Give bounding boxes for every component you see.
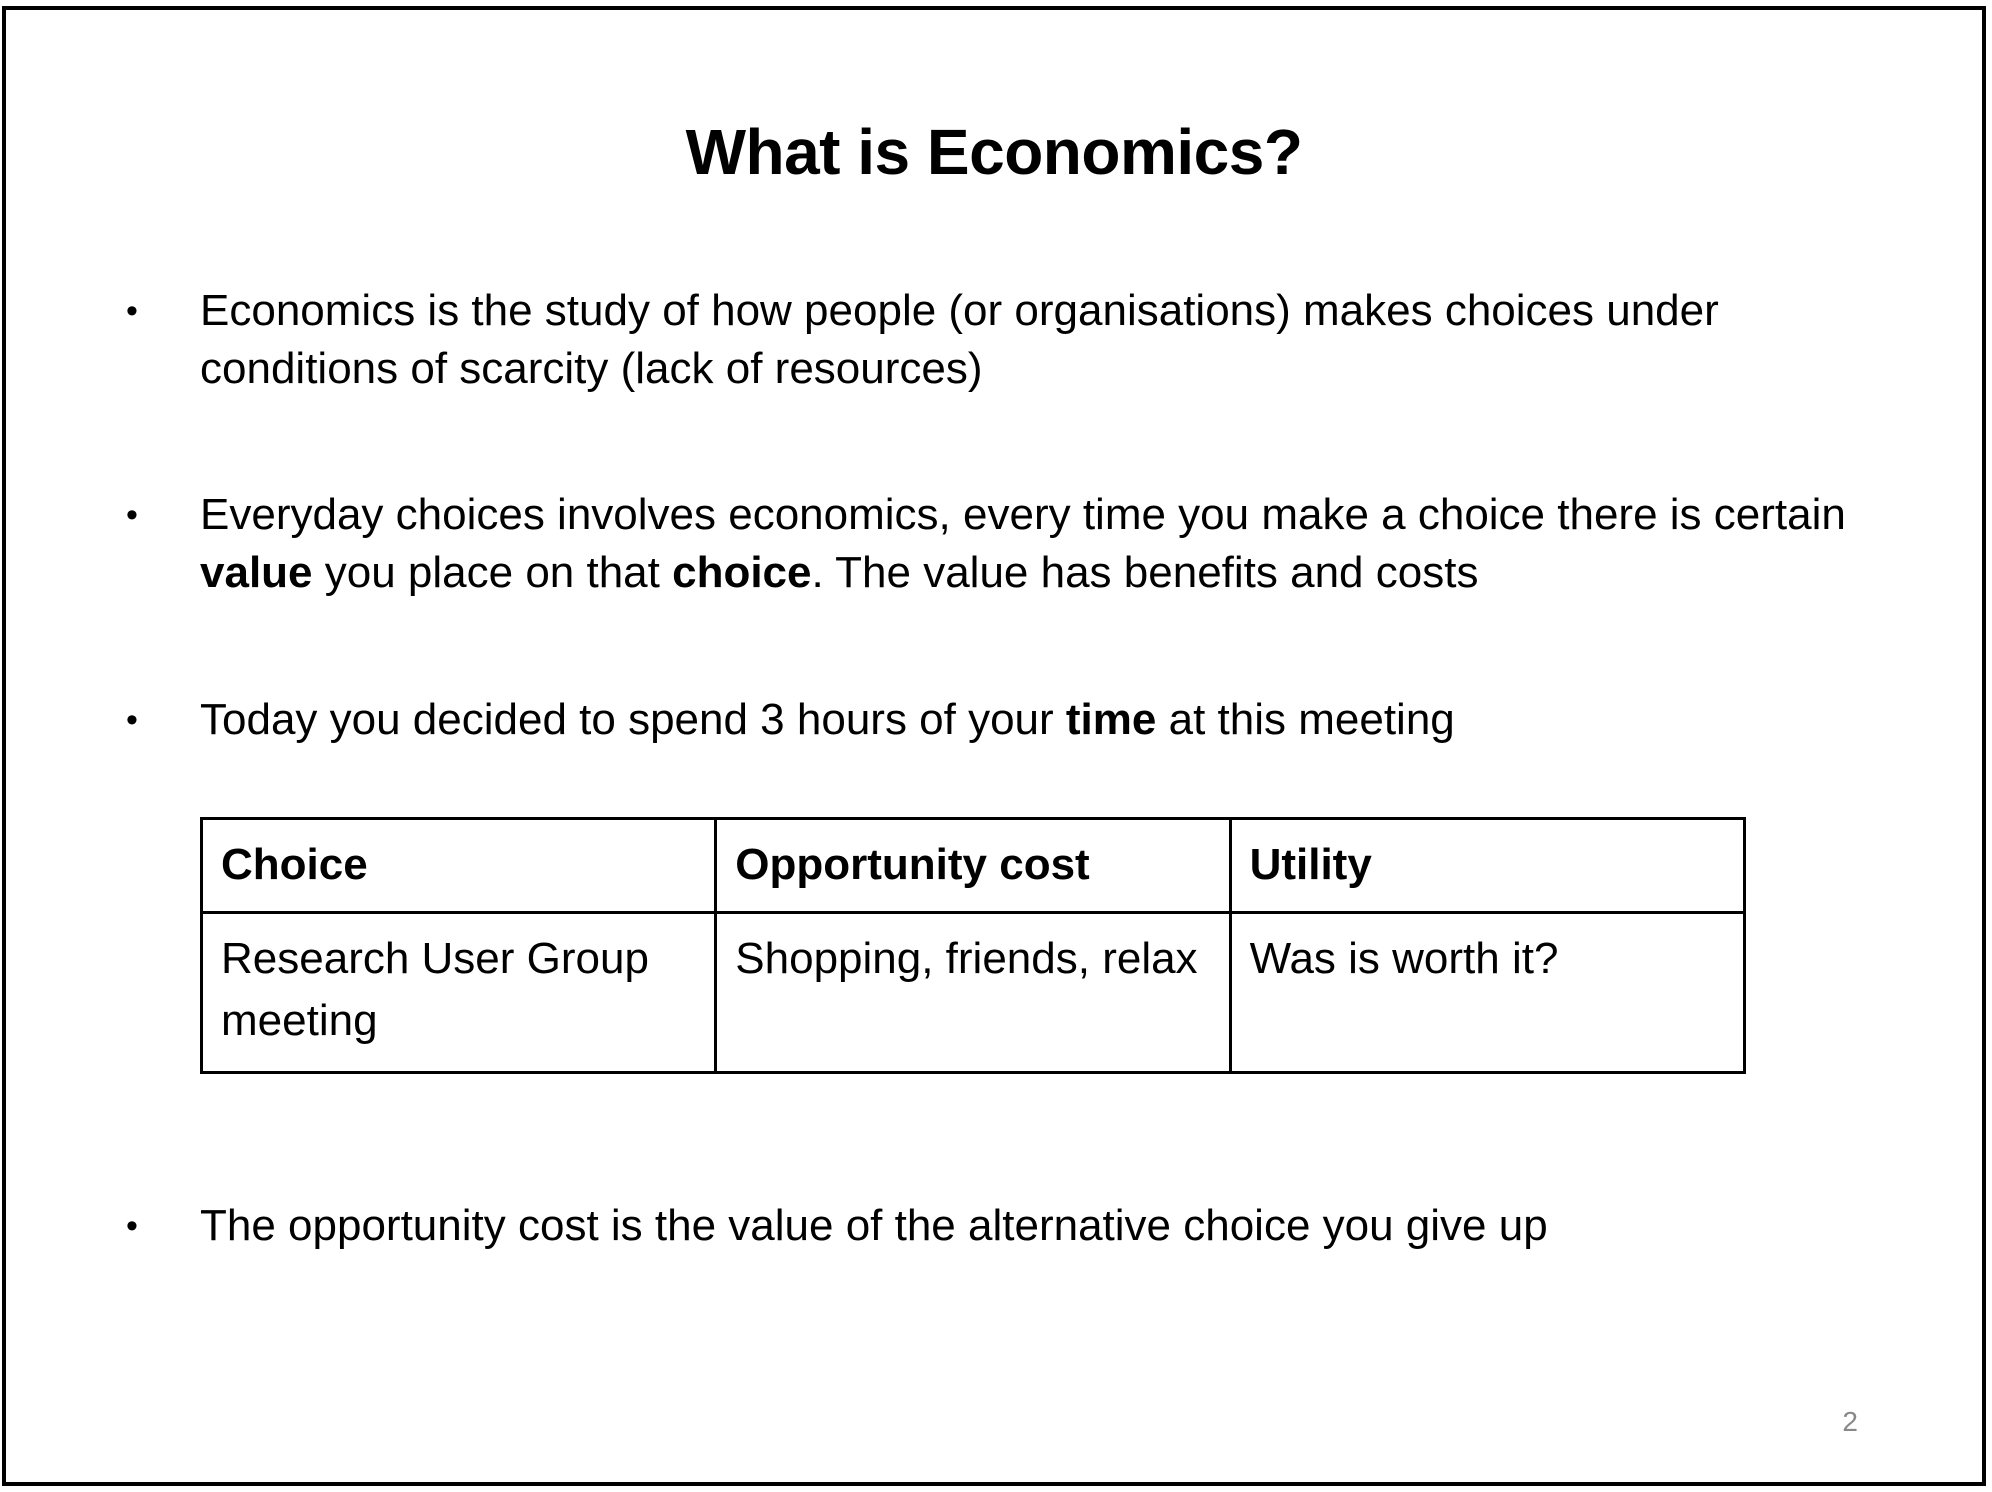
slide-title: What is Economics?	[685, 116, 1303, 188]
bullet-text-segment: . The value has benefits and costs	[811, 548, 1479, 597]
bullet-text	[200, 691, 1886, 749]
bullet-marker: •	[126, 701, 138, 739]
bullet-text	[200, 486, 1886, 602]
page-number: 2	[1842, 1406, 1858, 1437]
bullet-text-segment: Today you decided to spend 3 hours of your	[200, 695, 1066, 744]
bullet-text-segment: Everyday choices involves economics, every time you make a choice there is certain	[200, 490, 1846, 539]
choice-cost-table	[200, 817, 1746, 1074]
bullet-text	[200, 1197, 1886, 1255]
bullet-marker: •	[126, 292, 138, 330]
bullet-bold-term-choice: choice	[672, 548, 812, 597]
table-cell-utility: Was is worth it?	[1230, 913, 1744, 1073]
table-cell-opportunity-cost: Shopping, friends, relax	[716, 913, 1230, 1073]
bullet-text-segment: The opportunity cost is the value of the alternative choice you give up	[200, 1201, 1548, 1250]
bullet-text-segment: at this meeting	[1156, 695, 1455, 744]
bullet-marker: •	[126, 496, 138, 534]
table-header-row	[202, 819, 1745, 913]
bullet-bold-term-time: time	[1065, 695, 1157, 744]
table-cell-choice: Research User Group meeting	[202, 913, 716, 1073]
bullet-bold-term-value: value	[200, 548, 313, 597]
table-header-opportunity-cost: Opportunity cost	[716, 819, 1230, 913]
bullet-marker: •	[126, 1207, 138, 1245]
bullet-text-segment: you place on that	[312, 548, 673, 597]
slide	[2, 6, 1986, 1486]
table-header-utility: Utility	[1230, 819, 1744, 913]
bullet-text-segment: Economics is the study of how people (or organisations) makes choices under conditions of scarcity (lack of resources)	[200, 286, 1719, 393]
table-header-choice: Choice	[202, 819, 716, 913]
table-row	[202, 913, 1745, 1073]
bullet-text	[200, 282, 1886, 398]
